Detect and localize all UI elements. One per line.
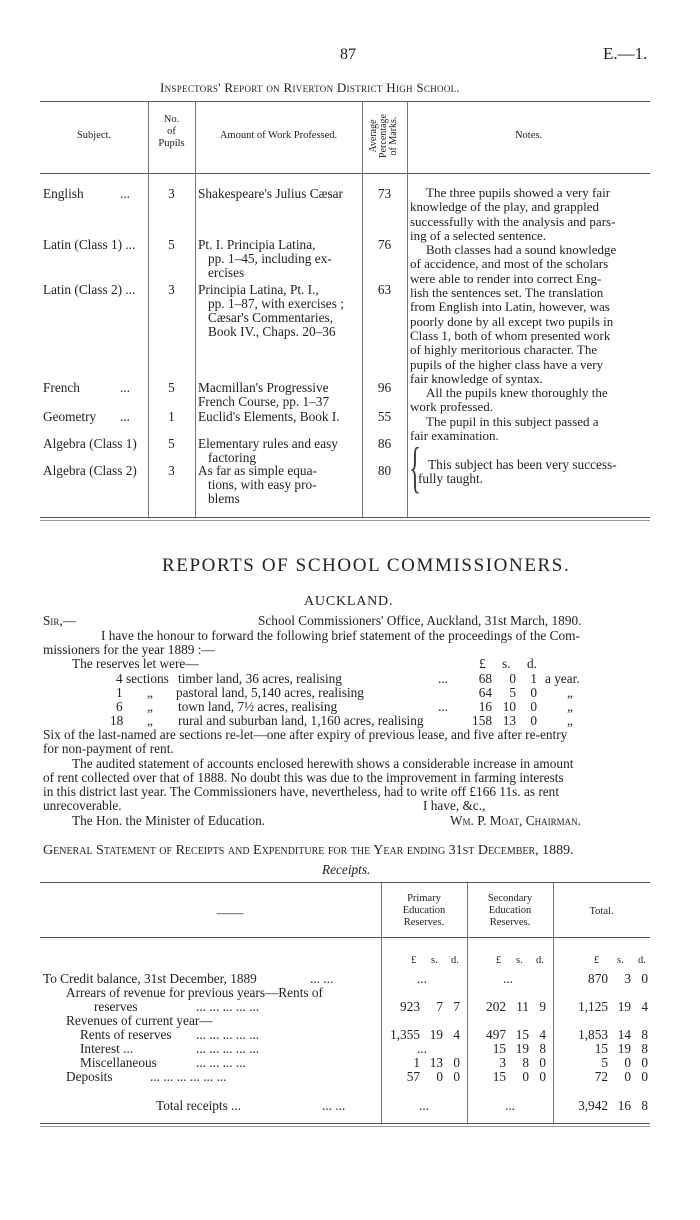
amount-cell: 15 xyxy=(492,1041,506,1056)
amount-cell: 15 xyxy=(515,1027,529,1042)
amount-cell: 9 xyxy=(539,999,546,1014)
note-line: successfully with the analysis and pars- xyxy=(410,213,616,229)
pupils-cell: 3 xyxy=(168,282,175,297)
subject-cell: Geometry xyxy=(43,409,97,424)
dots: ... ... ... ... ... xyxy=(196,999,260,1014)
note-line: The three pupils showed a very fair xyxy=(426,185,611,200)
salutation: Sir,— xyxy=(43,613,77,628)
paragraph-line: in this district last year. The Commissioners have, nevertheless, had to write off £166 11s. as rent xyxy=(43,784,560,799)
total-secondary: ... xyxy=(505,1098,515,1113)
reserve-desc: pastoral land, 5,140 acres, realising xyxy=(176,685,364,700)
marks-cell: 86 xyxy=(377,436,392,451)
amount-cell: 13 xyxy=(429,1055,443,1070)
paragraph-line: for non-payment of rent. xyxy=(43,741,174,756)
amount-cell: 4 xyxy=(453,1027,460,1042)
total-s: 16 xyxy=(617,1098,631,1113)
reserve-s: 10 xyxy=(502,699,516,714)
pupils-cell: 3 xyxy=(168,463,175,478)
amount-cell: 0 xyxy=(522,1069,529,1084)
note-line: All the pupils knew thoroughly the xyxy=(426,385,608,401)
header-subject: Subject. xyxy=(76,130,112,141)
addressee: The Hon. the Minister of Education. xyxy=(72,813,266,828)
money-head-s: s. xyxy=(516,955,523,966)
note-line: fair examination. xyxy=(410,428,499,444)
marks-cell: 76 xyxy=(377,237,392,252)
reserve-l: 68 xyxy=(478,671,492,686)
dots: ... xyxy=(120,186,130,201)
work-cell: Cæsar's Commentaries, xyxy=(208,310,334,325)
note-line: The pupil in this subject passed a xyxy=(426,413,599,429)
reserve-suffix: a year. xyxy=(545,671,580,686)
statement-title: General Statement of Receipts and Expenditure for the Year ending 31st December, 1889. xyxy=(43,843,574,858)
subject-cell: Algebra (Class 2) xyxy=(43,463,137,478)
dots: ... xyxy=(120,409,130,424)
work-cell: Euclid's Elements, Book I. xyxy=(198,409,340,424)
amount-cell: 0 xyxy=(539,1055,546,1070)
header-marks: Average Percentage of Marks. xyxy=(368,114,399,158)
amount-cell: 0 xyxy=(453,1069,460,1084)
header-secondary: Secondary Education Reserves. xyxy=(487,893,533,928)
amount-cell: 8 xyxy=(539,1041,546,1056)
row-label: Arrears of revenue for previous years—Rents of xyxy=(66,985,323,1000)
algebra-note-line: fully taught. xyxy=(418,471,483,486)
work-cell: Macmillan's Progressive xyxy=(198,380,329,395)
subject-cell: Latin (Class 2) ... xyxy=(43,282,136,297)
subject-cell: French xyxy=(43,380,80,395)
amount-cell: 15 xyxy=(492,1069,506,1084)
note-line: Class 1, both of whom presented work xyxy=(410,327,611,343)
work-cell: As far as simple equa- xyxy=(198,463,317,478)
amount-cell: 1,355 xyxy=(390,1027,420,1042)
amount-cell: 0 xyxy=(436,1069,443,1084)
paragraph-line: unrecoverable. xyxy=(43,798,122,813)
subject-cell: Latin (Class 1) ... xyxy=(43,237,136,252)
dots: ... ... ... ... ... xyxy=(196,1027,260,1042)
amount-cell: 14 xyxy=(617,1027,631,1042)
paragraph-line: missioners for the year 1889 :— xyxy=(43,642,215,657)
amount-cell: 8 xyxy=(641,1027,648,1042)
paragraph-line: I have the honour to forward the following brief statement of the proceedings of the Com- xyxy=(101,628,580,643)
notes-column xyxy=(410,186,650,443)
work-cell: Shakespeare's Julius Cæsar xyxy=(198,186,343,201)
total-primary: ... xyxy=(419,1098,429,1113)
dots: ... ... ... ... ... ... xyxy=(150,1069,227,1084)
amount-cell: 202 xyxy=(486,999,506,1014)
note-line: fair knowledge of syntax. xyxy=(410,370,543,386)
signature: Wm. P. Moat, Chairman. xyxy=(450,813,581,828)
note-line: lish the sentences set. The translation xyxy=(410,285,604,301)
reserve-s: 5 xyxy=(509,685,516,700)
reserve-l: 64 xyxy=(478,685,492,700)
page-number: 87 xyxy=(340,46,356,63)
work-cell: tions, with easy pro- xyxy=(208,477,317,492)
work-cell: Pt. I. Principia Latina, xyxy=(198,237,316,252)
amount-cell: 19 xyxy=(515,1041,529,1056)
total-d: 8 xyxy=(641,1098,648,1113)
money-head-s: s. xyxy=(617,955,624,966)
reserve-desc: town land, 7½ acres, realising xyxy=(178,699,338,714)
district-heading: AUCKLAND. xyxy=(304,594,394,609)
amount-cell: ... xyxy=(417,1041,427,1056)
dots: ... ... xyxy=(310,971,334,986)
amount-cell: 15 xyxy=(594,1041,608,1056)
amount-cell: 19 xyxy=(429,1027,443,1042)
reserves-intro: The reserves let were— xyxy=(72,656,199,671)
amount-cell: 11 xyxy=(516,999,529,1014)
amount-cell: 7 xyxy=(453,999,460,1014)
reserve-desc: timber land, 36 acres, realising xyxy=(178,671,342,686)
amount-cell: 19 xyxy=(617,999,631,1014)
work-cell: factoring xyxy=(208,450,256,465)
marks-cell: 55 xyxy=(377,409,392,424)
amount-cell: 870 xyxy=(588,971,608,986)
amount-cell: 0 xyxy=(624,1069,631,1084)
amount-cell: 3 xyxy=(624,971,631,986)
work-cell: blems xyxy=(208,491,240,506)
reserve-suffix: „ xyxy=(567,699,573,714)
money-head-s: s. xyxy=(431,955,438,966)
money-head-l: £ xyxy=(479,656,486,671)
amount-cell: 497 xyxy=(486,1027,506,1042)
header-work: Amount of Work Professed. xyxy=(219,130,338,141)
reserve-suffix: „ xyxy=(567,713,573,728)
work-cell: ercises xyxy=(208,265,245,280)
amount-cell: 8 xyxy=(522,1055,529,1070)
pupils-cell: 5 xyxy=(168,436,175,451)
pupils-cell: 5 xyxy=(168,237,175,252)
paragraph-line: of rent collected over that of 1888. No doubt this was due to the improvement in farming interests xyxy=(43,770,564,785)
row-label: Miscellaneous xyxy=(80,1055,157,1070)
reserve-d: 1 xyxy=(530,671,537,686)
money-head-d: d. xyxy=(536,955,544,966)
work-cell: Principia Latina, Pt. I., xyxy=(198,282,319,297)
commissioners-heading: REPORTS OF SCHOOL COMMISSIONERS. xyxy=(162,555,571,576)
reserve-desc: rural and suburban land, 1,160 acres, realising xyxy=(178,713,424,728)
reserve-suffix: „ xyxy=(567,685,573,700)
brace-icon: { xyxy=(409,437,422,499)
reserve-num: 1 xyxy=(116,685,123,700)
header-notes: Notes. xyxy=(514,130,543,141)
note-line: poorly done by all except two pupils in xyxy=(410,313,614,329)
row-label: Revenues of current year— xyxy=(66,1013,213,1028)
amount-cell: 3 xyxy=(499,1055,506,1070)
note-line: were able to render into correct Eng- xyxy=(410,270,602,286)
header-total: Total. xyxy=(589,906,614,917)
paragraph-line: The audited statement of accounts enclosed herewith shows a considerable increase in amount xyxy=(72,756,574,771)
amount-cell: 0 xyxy=(641,971,648,986)
note-line: pupils of the higher class have a very xyxy=(410,356,604,372)
amount-cell: 57 xyxy=(406,1069,420,1084)
pupils-cell: 5 xyxy=(168,380,175,395)
subject-cell: Algebra (Class 1) xyxy=(43,436,137,451)
row-label: Interest ... xyxy=(80,1041,134,1056)
money-head-d: d. xyxy=(527,656,537,671)
reserve-num: 4 sections xyxy=(116,671,169,686)
amount-cell: 0 xyxy=(641,1069,648,1084)
note-line: work professed. xyxy=(410,399,494,415)
ditto-mark: „ xyxy=(147,713,153,728)
pupils-cell: 1 xyxy=(168,409,175,424)
header-blank: —— xyxy=(216,905,244,920)
inspectors-report-title: Inspectors' Report on Riverton District High School. xyxy=(160,80,460,95)
office-address: School Commissioners' Office, Auckland, 31st March, 1890. xyxy=(258,613,582,628)
money-head-d: d. xyxy=(451,955,459,966)
note-line: knowledge of the play, and grappled xyxy=(410,199,600,215)
amount-cell: 4 xyxy=(539,1027,546,1042)
amount-cell: ... xyxy=(503,971,513,986)
amount-cell: 1,125 xyxy=(578,999,608,1014)
row-label: Deposits xyxy=(66,1069,113,1084)
note-line: of accidence, and most of the scholars xyxy=(410,256,609,272)
amount-cell: 0 xyxy=(641,1055,648,1070)
amount-cell: 0 xyxy=(624,1055,631,1070)
work-cell: Elementary rules and easy xyxy=(198,436,338,451)
reserve-d: 0 xyxy=(530,699,537,714)
money-head-l: £ xyxy=(496,955,502,966)
money-head-s: s. xyxy=(502,656,511,671)
marks-cell: 80 xyxy=(377,463,392,478)
work-cell: Book IV., Chaps. 20–36 xyxy=(208,324,336,339)
dots: ... xyxy=(438,671,448,686)
note-line: of highly meritorious character. The xyxy=(410,342,598,358)
reserve-l: 16 xyxy=(478,699,492,714)
algebra-note-line: This subject has been very success- xyxy=(428,457,617,472)
amount-cell: 19 xyxy=(617,1041,631,1056)
amount-cell: 923 xyxy=(400,999,420,1014)
amount-cell: 4 xyxy=(641,999,648,1014)
amount-cell: 0 xyxy=(539,1069,546,1084)
amount-cell: 0 xyxy=(453,1055,460,1070)
amount-cell: 1,853 xyxy=(578,1027,608,1042)
reserve-d: 0 xyxy=(530,713,537,728)
paragraph-line: Six of the last-named are sections re-let—one after expiry of previous lease, and five after re-entry xyxy=(43,727,568,742)
amount-cell: 72 xyxy=(594,1069,608,1084)
dots: ... ... xyxy=(322,1098,346,1113)
pupils-cell: 3 xyxy=(168,186,175,201)
statement-subtitle: Receipts. xyxy=(322,862,371,877)
dots: ... ... ... ... ... xyxy=(196,1041,260,1056)
reserve-d: 0 xyxy=(530,685,537,700)
note-line: ing of a selected sentence. xyxy=(410,227,547,243)
row-label: reserves xyxy=(94,999,138,1014)
total-label: Total receipts ... xyxy=(156,1098,242,1113)
dots: ... xyxy=(438,699,448,714)
marks-cell: 73 xyxy=(377,186,392,201)
amount-cell: ... xyxy=(417,971,427,986)
subject-cell: English xyxy=(43,186,84,201)
ditto-mark: „ xyxy=(147,685,153,700)
closing: I have, &c., xyxy=(423,798,486,813)
dots: ... ... ... ... xyxy=(196,1055,246,1070)
reserve-s: 13 xyxy=(502,713,516,728)
money-head-d: d. xyxy=(638,955,646,966)
marks-cell: 96 xyxy=(377,380,392,395)
work-cell: pp. 1–45, including ex- xyxy=(208,251,332,266)
reserve-s: 0 xyxy=(509,671,516,686)
amount-cell: 1 xyxy=(413,1055,420,1070)
row-label: To Credit balance, 31st December, 1889 xyxy=(43,971,257,986)
reserve-l: 158 xyxy=(472,713,492,728)
header-primary: Primary Education Reserves. xyxy=(402,893,446,928)
work-cell: French Course, pp. 1–37 xyxy=(198,394,330,409)
note-line: from English into Latin, however, was xyxy=(410,299,610,315)
money-head-l: £ xyxy=(411,955,417,966)
reserve-num: 18 xyxy=(110,713,124,728)
reserve-num: 6 xyxy=(116,699,123,714)
amount-cell: 8 xyxy=(641,1041,648,1056)
dots: ... xyxy=(120,380,130,395)
marks-cell: 63 xyxy=(377,282,392,297)
page-ref: E.—1. xyxy=(603,44,648,63)
header-pupils: No. of Pupils xyxy=(158,114,185,149)
amount-cell: 7 xyxy=(436,999,443,1014)
ditto-mark: „ xyxy=(147,699,153,714)
row-label: Rents of reserves xyxy=(80,1027,172,1042)
note-line: Both classes had a sound knowledge xyxy=(426,242,617,258)
work-cell: pp. 1–87, with exercises ; xyxy=(208,296,344,311)
amount-cell: 5 xyxy=(601,1055,608,1070)
money-head-l: £ xyxy=(594,955,600,966)
total-l: 3,942 xyxy=(578,1098,608,1113)
